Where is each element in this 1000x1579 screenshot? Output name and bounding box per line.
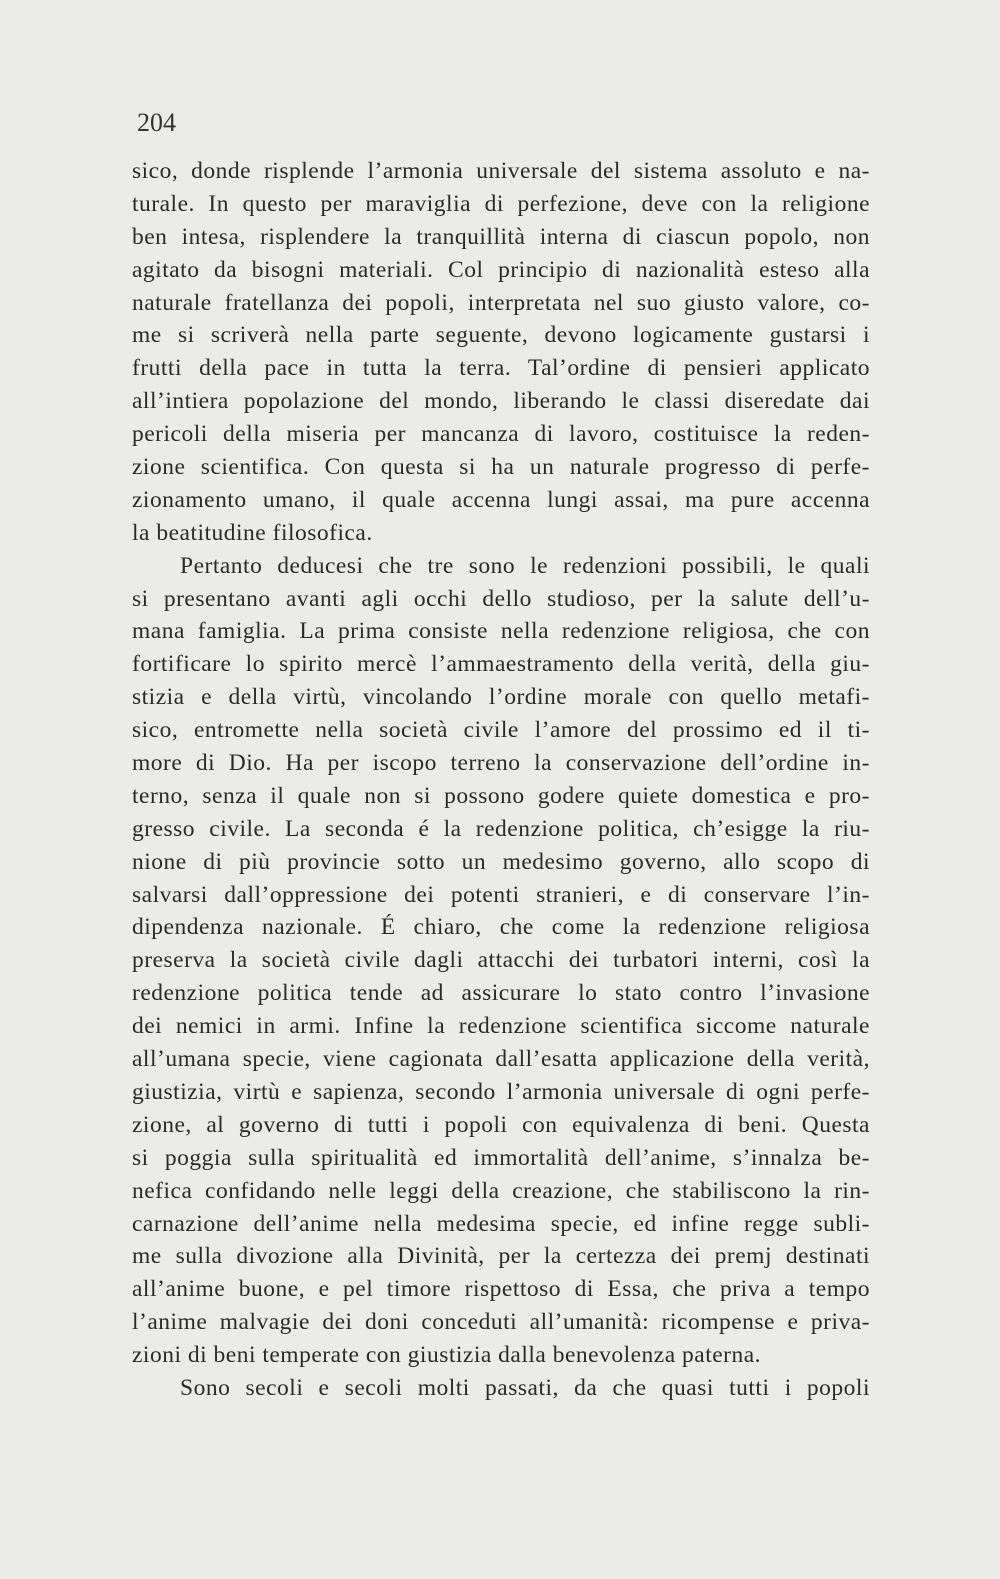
paragraph-end-line: la beatitudine filosofica. [132,519,373,546]
text-line: pericoli della miseria per mancanza di lavoro, costituisce la reden- [132,421,870,448]
text-line: all’umana specie, viene cagionata dall’esatta applicazione della verità, [132,1046,870,1073]
text-line: more di Dio. Ha per iscopo terreno la conservazione dell’ordine in- [132,750,870,777]
text-line: zione scientifica. Con questa si ha un naturale progresso di perfe- [132,454,870,481]
text-line: sico, donde risplende l’armonia universale del sistema assoluto e na- [132,158,870,184]
text-line: stizia e della virtù, vincolando l’ordine morale con quello metafi- [132,684,870,711]
text-line: l’anime malvagie dei doni conceduti all’umanità: ricompense e priva- [132,1309,870,1336]
text-line: salvarsi dall’oppressione dei potenti stranieri, e di conservare l’in- [132,881,870,908]
text-line: dipendenza nazionale. É chiaro, che come la redenzione religiosa [132,914,870,941]
text-line: terno, senza il quale non si possono godere quiete domestica e pro- [132,782,870,809]
paragraph-start-line: Pertanto deducesi che tre sono le redenzioni possibili, le quali [180,552,870,579]
paragraph-start-line: Sono secoli e secoli molti passati, da che quasi tutti i popoli [180,1374,870,1401]
text-line: all’intiera popolazione del mondo, liberando le classi diseredate dai [132,388,870,415]
text-line: mana famiglia. La prima consiste nella redenzione religiosa, che con [132,618,870,645]
text-line: zione, al governo di tutti i popoli con equivalenza di beni. Questa [132,1111,870,1138]
text-line: giustizia, virtù e sapienza, secondo l’armonia universale di ogni perfe- [132,1078,870,1105]
text-line: agitato da bisogni materiali. Col principio di nazionalità esteso alla [132,256,870,283]
page-number: 204 [137,108,176,137]
text-line: redenzione politica tende ad assicurare lo stato contro l’invasione [132,980,870,1007]
text-line: me sulla divozione alla Divinità, per la certezza dei premj destinati [132,1243,870,1270]
text-line: preserva la società civile dagli attacchi dei turbatori interni, così la [132,947,870,974]
text-line: si poggia sulla spiritualità ed immortalità dell’anime, s’innalza be- [132,1144,870,1171]
text-line: si presentano avanti agli occhi dello studioso, per la salute dell’u- [132,585,870,612]
text-line: gresso civile. La seconda é la redenzione politica, ch’esigge la riu- [132,815,870,842]
paragraph-end-line: zioni di beni temperate con giustizia dalla benevolenza paterna. [132,1342,762,1369]
text-line: turale. In questo per maraviglia di perfezione, deve con la religione [132,190,870,217]
text-line: all’anime buone, e pel timore rispettoso di Essa, che priva a tempo [132,1276,870,1303]
text-line: nione di più provincie sotto un medesimo governo, allo scopo di [132,848,870,875]
text-line: me si scriverà nella parte seguente, devono logicamente gustarsi i [132,322,870,349]
text-line: carnazione dell’anime nella medesima specie, ed infine regge subli- [132,1210,870,1237]
text-line: frutti della pace in tutta la terra. Tal’ordine di pensieri applicato [132,355,870,382]
text-line: ben intesa, risplendere la tranquillità interna di ciascun popolo, non [132,223,870,250]
text-line: dei nemici in armi. Infine la redenzione scientifica siccome naturale [132,1013,870,1040]
text-line: fortificare lo spirito mercè l’ammaestramento della verità, della giu- [132,651,870,678]
body-text [132,155,870,1405]
text-line: naturale fratellanza dei popoli, interpretata nel suo giusto valore, co- [132,289,870,316]
text-line: nefica confidando nelle leggi della creazione, che stabiliscono la rin- [132,1177,870,1204]
text-line: sico, entromette nella società civile l’amore del prossimo ed il ti- [132,717,870,744]
text-line: zionamento umano, il quale accenna lungi assai, ma pure accenna [132,486,870,513]
